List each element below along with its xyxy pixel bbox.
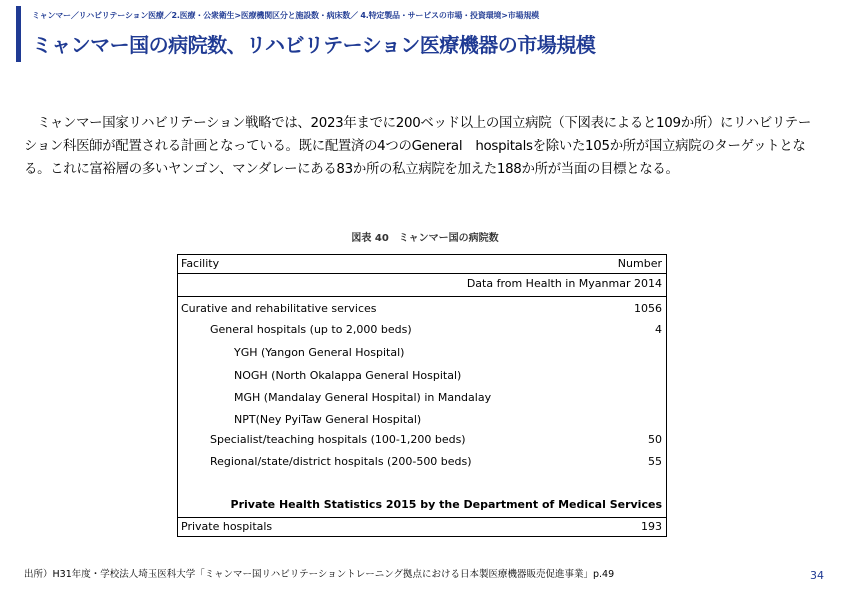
table-row: [178, 518, 666, 536]
table-row: [178, 389, 666, 407]
table-header-row: [178, 255, 666, 273]
table-row: [178, 300, 666, 318]
header-facility: Facility: [181, 257, 220, 270]
table-row: [178, 367, 666, 385]
row-value: 1056: [634, 302, 662, 315]
table-divider: [178, 296, 666, 297]
table-row: [178, 431, 666, 449]
row-label: NPT(Ney PyiTaw General Hospital): [234, 413, 422, 426]
breadcrumb: ミャンマー／リハビリテーション医療／2.医療・公衆衛生>医療機関区分と施設数・病床数／ 4.特定製品・サービスの市場・投資環境>市場規模: [32, 11, 539, 20]
row-value: 4: [655, 323, 662, 336]
table-row: [178, 411, 666, 429]
source-citation: 出所）H31年度・学校法人埼玉医科大学「ミャンマー国リハビリテーショントレーニング拠点における日本製医療機器販売促進事業」p.49: [24, 569, 615, 580]
row-value: 50: [648, 433, 662, 446]
table-source-row: [178, 275, 666, 293]
table-divider: [178, 273, 666, 274]
header-number: Number: [617, 257, 662, 270]
row-label: MGH (Mandalay General Hospital) in Mandalay: [234, 391, 492, 404]
row-label: Specialist/teaching hospitals (100-1,200 beds): [210, 433, 466, 446]
body-paragraph: ミャンマー国家リハビリテーション戦略では、2023年までに200ベッド以上の国立病院（下図表によると109か所）にリハビリテーション科医師が配置される計画となっている。既に配置済の4つのGeneral hospitalsを除いた105か所が国立病院のターゲットとなる。これに富裕層の多いヤンゴン、マンダレーにある83か所の私立病院を加えた188か所が当面の目標となる。: [24, 116, 811, 177]
row-label: YGH (Yangon General Hospital): [234, 346, 405, 359]
title-accent-bar: [16, 6, 21, 62]
figure-caption: 図表 40 ミャンマー国の病院数: [351, 233, 499, 244]
table-row: [178, 453, 666, 471]
private-stats-line: Private Health Statistics 2015 by the Department of Medical Services: [230, 498, 662, 511]
table-private-stats-row: [178, 496, 666, 514]
table-row: [178, 321, 666, 339]
row-label: Curative and rehabilitative services: [181, 302, 377, 315]
row-value: 193: [641, 520, 662, 533]
page-number: 34: [810, 569, 824, 582]
source-line: Data from Health in Myanmar 2014: [466, 277, 662, 290]
row-label: General hospitals (up to 2,000 beds): [210, 323, 412, 336]
hospital-table: [177, 254, 667, 537]
row-label: NOGH (North Okalappa General Hospital): [234, 369, 462, 382]
row-label: Regional/state/district hospitals (200-500 beds): [210, 455, 472, 468]
table-row: [178, 344, 666, 362]
page-title: ミャンマー国の病院数、リハビリテーション医療機器の市場規模: [32, 33, 596, 57]
row-value: 55: [648, 455, 662, 468]
row-label: Private hospitals: [181, 520, 273, 533]
